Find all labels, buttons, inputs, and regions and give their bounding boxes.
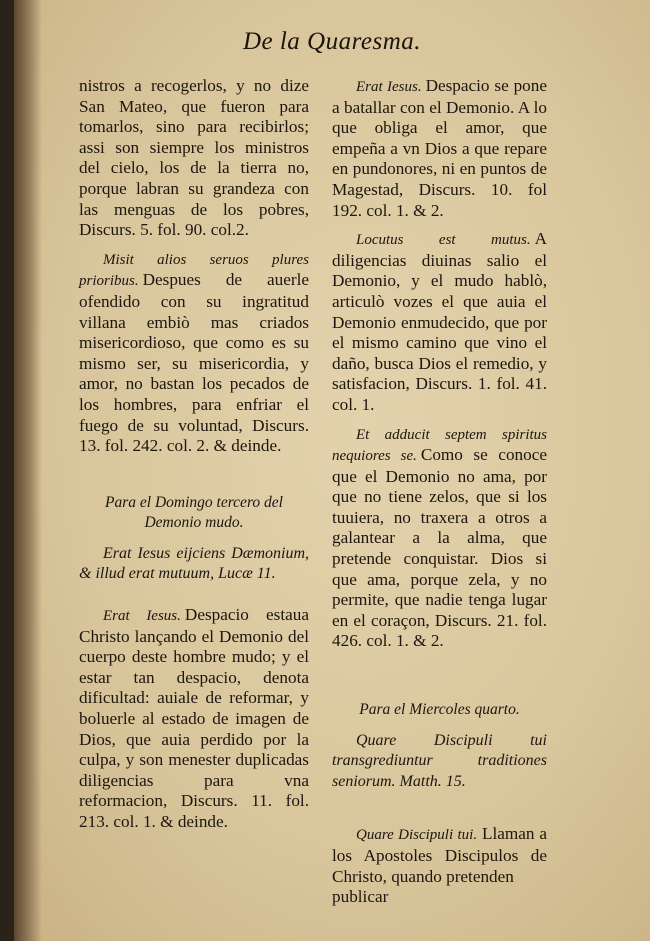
latin-lead: Erat Iesus.: [103, 608, 181, 625]
latin-lemma-2: Quare Discipuli tui transgrediuntur traditiones seniorum. Matth. 15.: [332, 731, 547, 790]
latin-lead: Erat Iesus.: [356, 79, 422, 95]
section-heading-domingo: Para el Domingo tercero del Demonio mudo.: [105, 493, 283, 532]
latin-lead: Quare Discipuli tui.: [356, 827, 478, 844]
latin-lead: Misit alios seruos plures prioribus.: [79, 251, 309, 290]
catchword: publicar: [332, 887, 389, 907]
paragraph-text: Despues de auerle ofendido con su ingratitud villana embiò mas criados misericordioso, que como es su mismo ser, su misericordia, y amor, no bastan los pecados de los hombres, para enfriar el fuego de su voluntad, Discurs. 13. fol. 242. col. 2. & deinde.: [79, 270, 309, 456]
paragraph-text: Despacio se pone a batallar con el Demonio. A lo que obliga el amor, que empeña a vn Dios a que repare en pundonores, ni en puntos de Magestad, Discurs. 10. fol 192. col. 1. & 2.: [332, 76, 547, 220]
right-paragraph-2: [332, 229, 547, 415]
left-paragraph-1: nistros a recogerlos, y no dize San Mateo, que fueron para tomarlos, sino para recibirlos; assi son siempre los ministros del cielo, los de la tierra no, porque labran su grandeza con las menguas de los pobres, Discurs. 5. fol. 90. col.2.: [79, 76, 309, 240]
paragraph-text: A diligencias diuinas salio el Demonio, y el mudo hablò, articulò vozes el que auia el Demonio enmudecido, que por el mismo camino que vino el daño, busca Dios el remedio, y satisfacion, Discurs. 1. fol. 41. col. 1.: [332, 229, 547, 414]
section-heading-miercoles: Para el Miercoles quarto.: [359, 701, 520, 719]
latin-lead: Et adducit septem spiritus nequiores se.: [332, 426, 547, 465]
page-gutter: [14, 0, 42, 941]
paragraph-text: Como se conoce que el Demonio no ama, por que no tiene zelos, que si los tuuiera, no traxera a otros a galantear a la alma, que pretende conquistar. Dios si que ama, porque zela, y no permite, que nadie tenga lugar en el coraçon, Discurs. 21. fol. 426. col. 1. & 2.: [332, 445, 547, 651]
running-head: De la Quaresma.: [242, 28, 422, 55]
latin-lead: Locutus est mutus.: [356, 232, 531, 249]
left-paragraph-2: [79, 249, 309, 457]
right-paragraph-4: [332, 824, 547, 887]
book-page: [14, 0, 650, 941]
paragraph-text: Despacio estaua Christo lançando el Demonio del cuerpo deste hombre mudo; y el estar tan despacio, denota dificultad: auiale de reformar, y boluerle al estado de imagen de Dios, que auia perdido por la culpa, y son menester duplicadas diligencias para vna reformacion, Discurs. 11. fol. 213. col. 1. & deinde.: [79, 605, 309, 831]
paragraph-text: Llaman a los Apostoles Discipulos de Christo, quando pretenden: [332, 824, 548, 886]
right-column: [332, 76, 547, 908]
left-column: [79, 76, 309, 841]
right-paragraph-1: [332, 76, 547, 221]
left-paragraph-3: [79, 605, 309, 833]
latin-lemma-1: Erat Iesus eijciens Dæmonium, & illud erat mutuum, Lucæ 11.: [79, 544, 309, 583]
right-paragraph-3: [332, 424, 547, 653]
